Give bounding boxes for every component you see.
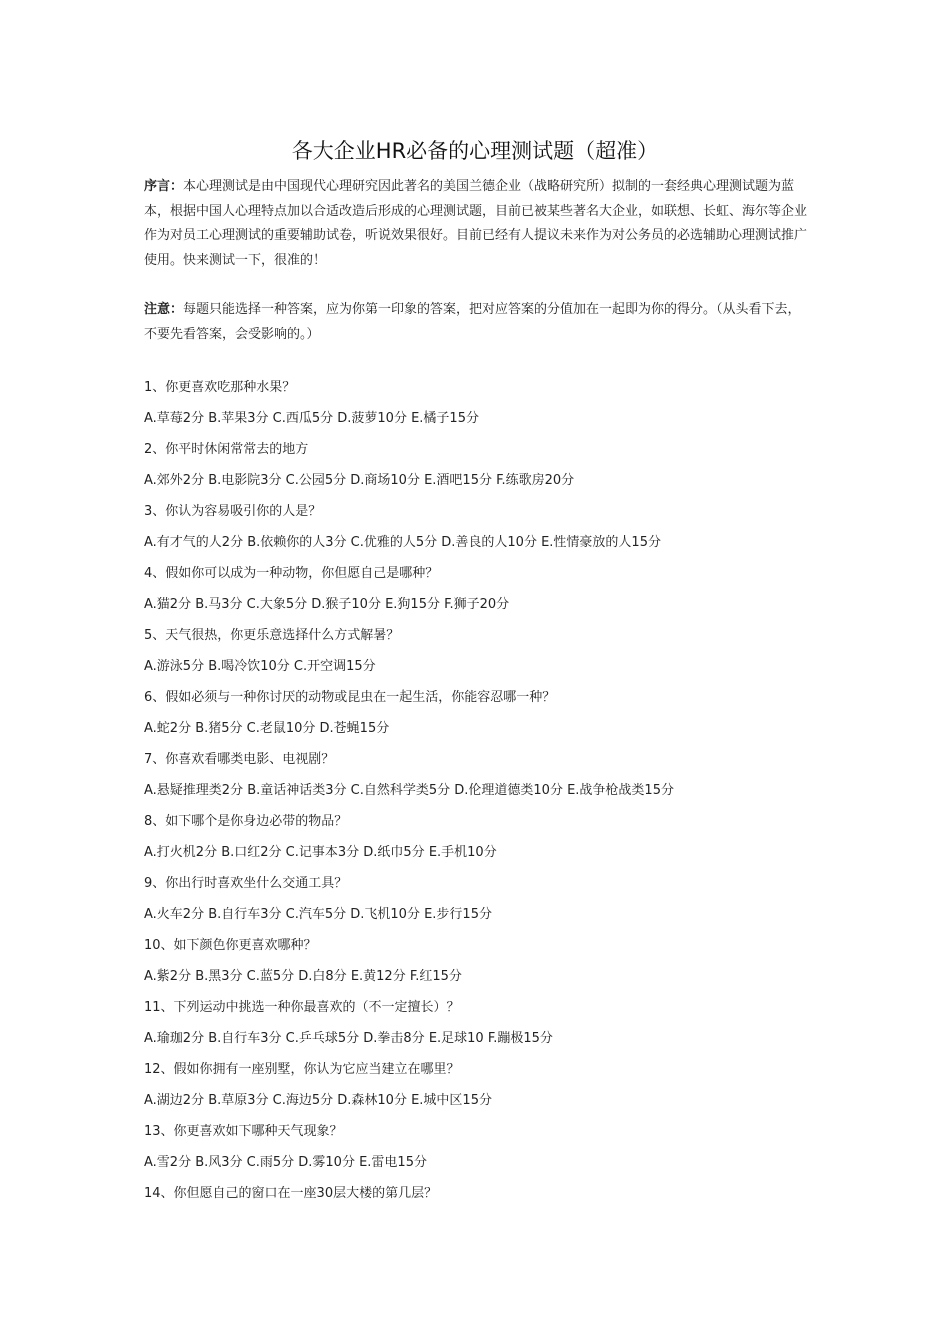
question-item (144, 372, 812, 434)
answer-options: A.打火机2分 B.口红2分 C.记事本3分 D.纸巾5分 E.手机10分 (144, 845, 497, 860)
note-paragraph (144, 298, 812, 347)
question-text: 10、如下颜色你更喜欢哪种？ (144, 938, 317, 953)
answer-options: A.紫2分 B.黑3分 C.蓝5分 D.白8分 E.黄12分 F.红15分 (144, 969, 462, 984)
question-item (144, 744, 812, 806)
question-text: 11、下列运动中挑选一种你最喜欢的（不一定擅长）？ (144, 1000, 460, 1015)
answer-options: A.悬疑推理类2分 B.童话神话类3分 C.自然科学类5分 D.伦理道德类10分 E.战争枪战类15分 (144, 783, 674, 798)
question-item (144, 1116, 812, 1178)
answer-options: A.瑜珈2分 B.自行车3分 C.乒乓球5分 D.拳击8分 E.足球10 F.蹦极15分 (144, 1031, 553, 1046)
preface-paragraph (144, 175, 812, 273)
question-item (144, 682, 812, 744)
question-item (144, 992, 812, 1054)
note-text: 每题只能选择一种答案，应为你第一印象的答案，把对应答案的分值加在一起即为你的得分。（从头看下去，不要先看答案，会受影响的。） (144, 302, 801, 342)
answer-options: A.雪2分 B.风3分 C.雨5分 D.雾10分 E.雷电15分 (144, 1155, 427, 1170)
question-text: 5、天气很热，你更乐意选择什么方式解暑？ (144, 628, 400, 643)
answer-options: A.蛇2分 B.猪5分 C.老鼠10分 D.苍蝇15分 (144, 721, 390, 736)
note-label: 注意： (144, 302, 184, 317)
question-list (144, 372, 812, 1209)
question-item (144, 558, 812, 620)
question-text: 8、如下哪个是你身边必带的物品？ (144, 814, 348, 829)
question-item (144, 434, 812, 496)
document-title: 各大企业HR必备的心理测试题（超准） (291, 139, 659, 163)
question-text: 4、假如你可以成为一种动物，你但愿自己是哪种？ (144, 566, 439, 581)
question-text: 2、你平时休闲常常去的地方 (144, 442, 309, 457)
question-text: 3、你认为容易吸引你的人是？ (144, 504, 322, 519)
question-text: 7、你喜欢看哪类电影、电视剧？ (144, 752, 335, 767)
question-item (144, 620, 812, 682)
question-text: 1、你更喜欢吃那种水果？ (144, 380, 296, 395)
preface-label: 序言： (144, 179, 184, 194)
question-item (144, 1054, 812, 1116)
preface-text: 本心理测试是由中国现代心理研究因此著名的美国兰德企业（战略研究所）拟制的一套经典心理测试题为蓝本，根据中国人心理特点加以合适改造后形成的心理测试题，目前已被某些著名大企业，如联想、长虹、海尔等企业作为对员工心理测试的重要辅助试卷，听说效果很好。目前已经有人提议未来作为对公务员的必选辅助心理测试推广使用。快来测试一下，很准的！ (144, 179, 808, 268)
question-text: 13、你更喜欢如下哪种天气现象？ (144, 1124, 343, 1139)
answer-options: A.猫2分 B.马3分 C.大象5分 D.猴子10分 E.狗15分 F.狮子20分 (144, 597, 510, 612)
question-text: 12、假如你拥有一座别墅，你认为它应当建立在哪里？ (144, 1062, 460, 1077)
answer-options: A.湖边2分 B.草原3分 C.海边5分 D.森林10分 E.城中区15分 (144, 1093, 492, 1108)
question-item (144, 496, 812, 558)
answer-options: A.草莓2分 B.苹果3分 C.西瓜5分 D.菠萝10分 E.橘子15分 (144, 411, 479, 426)
question-text: 6、假如必须与一种你讨厌的动物或昆虫在一起生活，你能容忍哪一种？ (144, 690, 556, 705)
question-text: 9、你出行时喜欢坐什么交通工具？ (144, 876, 348, 891)
question-item (144, 1178, 812, 1209)
question-item (144, 930, 812, 992)
question-item (144, 868, 812, 930)
answer-options: A.游泳5分 B.喝冷饮10分 C.开空调15分 (144, 659, 376, 674)
question-item (144, 806, 812, 868)
question-text: 14、你但愿自己的窗口在一座30层大楼的第几层？ (144, 1186, 438, 1201)
answer-options: A.郊外2分 B.电影院3分 C.公园5分 D.商场10分 E.酒吧15分 F.练歌房20分 (144, 473, 575, 488)
answer-options: A.火车2分 B.自行车3分 C.汽车5分 D.飞机10分 E.步行15分 (144, 907, 492, 922)
answer-options: A.有才气的人2分 B.依赖你的人3分 C.优雅的人5分 D.善良的人10分 E.性情豪放的人15分 (144, 535, 661, 550)
